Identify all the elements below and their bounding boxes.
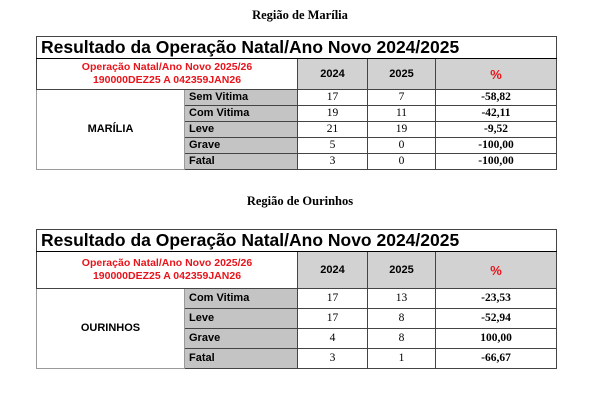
value-2025: 1: [368, 349, 436, 369]
table-title: Resultado da Operação Natal/Ano Novo 2024/2025: [37, 230, 557, 252]
value-2024: 17: [298, 90, 368, 106]
value-2024: 17: [298, 289, 368, 309]
operation-dates: 190000DEZ25 A 042359JAN26: [92, 270, 242, 282]
column-header-2025: 2025: [368, 59, 436, 90]
column-header-2024: 2024: [298, 59, 368, 90]
column-header-percent: %: [436, 59, 557, 90]
operation-name: Operação Natal/Ano Novo 2025/26: [81, 61, 253, 73]
category-label: Fatal: [185, 154, 298, 170]
table-title: Resultado da Operação Natal/Ano Novo 2024/2025: [37, 37, 557, 59]
value-2025: 8: [368, 329, 436, 349]
value-2024: 3: [298, 154, 368, 170]
percent-change: -9,52: [436, 122, 557, 138]
category-label: Leve: [185, 309, 298, 329]
percent-change: -23,53: [436, 289, 557, 309]
value-2025: 19: [368, 122, 436, 138]
operation-name: Operação Natal/Ano Novo 2025/26: [81, 257, 253, 269]
region-name: OURINHOS: [37, 289, 185, 369]
results-table-ourinhos: [36, 229, 557, 369]
category-label: Grave: [185, 329, 298, 349]
category-label: Sem Vitima: [185, 90, 298, 106]
value-2024: 21: [298, 122, 368, 138]
table-row: [37, 289, 557, 309]
operation-period: [37, 59, 298, 90]
percent-change: -42,11: [436, 106, 557, 122]
value-2025: 11: [368, 106, 436, 122]
results-table-marilia: [36, 36, 557, 170]
value-2024: 3: [298, 349, 368, 369]
value-2024: 5: [298, 138, 368, 154]
category-label: Fatal: [185, 349, 298, 369]
percent-change: 100,00: [436, 329, 557, 349]
value-2025: 0: [368, 138, 436, 154]
value-2025: 13: [368, 289, 436, 309]
category-label: Grave: [185, 138, 298, 154]
operation-period: [37, 252, 298, 289]
value-2024: 19: [298, 106, 368, 122]
value-2025: 0: [368, 154, 436, 170]
region-heading-marilia: Região de Marília: [252, 8, 348, 22]
percent-change: -58,82: [436, 90, 557, 106]
operation-dates: 190000DEZ25 A 042359JAN26: [92, 74, 242, 86]
column-header-2025: 2025: [368, 252, 436, 289]
table-row: [37, 90, 557, 106]
category-label: Com Vitima: [185, 106, 298, 122]
percent-change: -100,00: [436, 138, 557, 154]
percent-change: -66,67: [436, 349, 557, 369]
value-2025: 7: [368, 90, 436, 106]
category-label: Leve: [185, 122, 298, 138]
percent-change: -100,00: [436, 154, 557, 170]
category-label: Com Vitima: [185, 289, 298, 309]
column-header-percent: %: [436, 252, 557, 289]
region-heading-ourinhos: Região de Ourinhos: [246, 194, 354, 208]
column-header-2024: 2024: [298, 252, 368, 289]
value-2024: 4: [298, 329, 368, 349]
value-2024: 17: [298, 309, 368, 329]
region-name: MARÍLIA: [37, 90, 185, 170]
percent-change: -52,94: [436, 309, 557, 329]
value-2025: 8: [368, 309, 436, 329]
